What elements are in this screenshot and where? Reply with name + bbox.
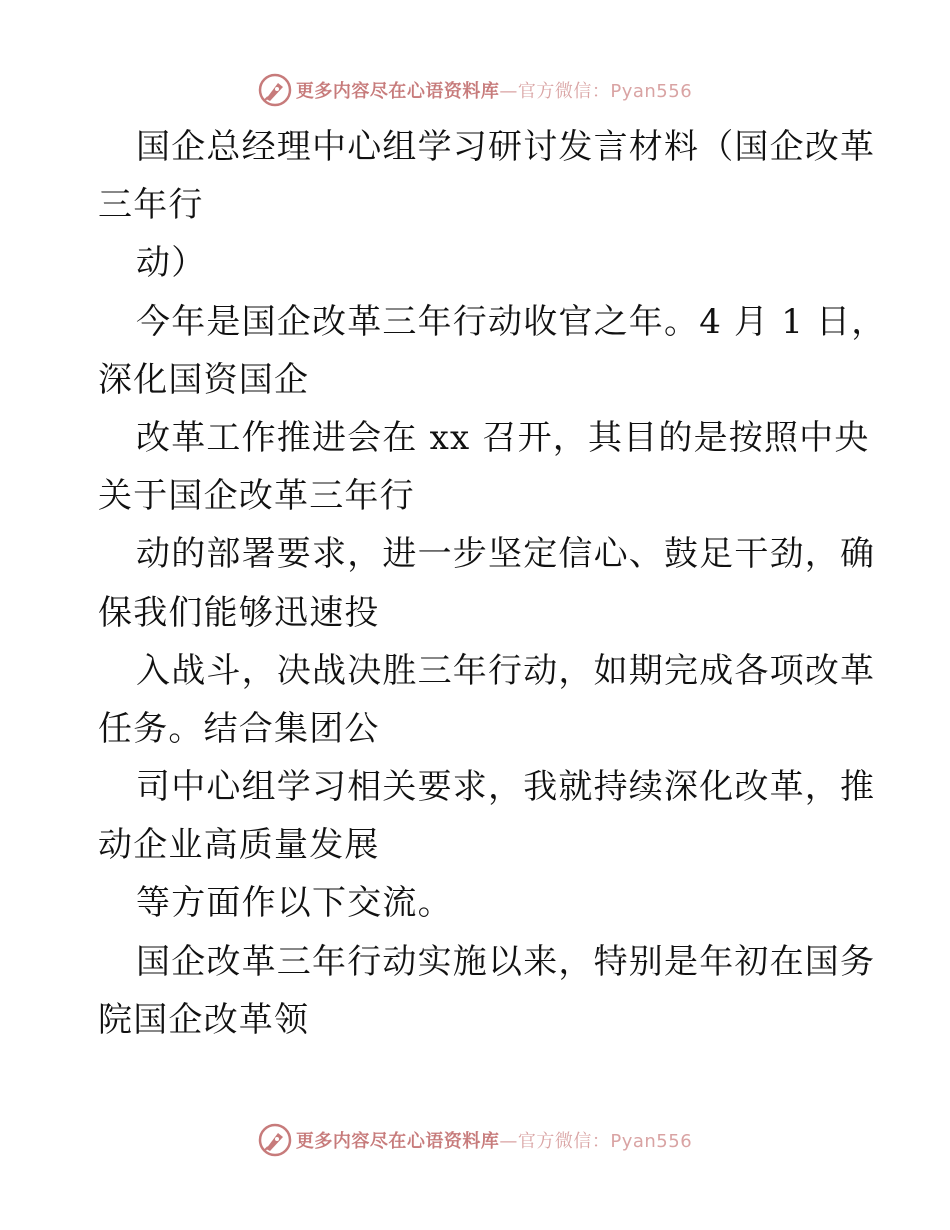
- paragraph-line: 入战斗，决战决胜三年行动，如期完成各项改革: [136, 650, 876, 691]
- paragraph-line: 任务。结合集团公: [98, 708, 380, 749]
- paragraph-line: 等方面作以下交流。: [136, 883, 453, 924]
- document-body: [98, 118, 887, 1049]
- paragraph-line: 今年是国企改革三年行动收官之年。4 月 1 日，: [136, 301, 887, 342]
- watermark-wechat-id: Pyan556: [610, 1131, 693, 1152]
- watermark-dash: —: [499, 81, 518, 102]
- watermark-wechat-label: 官方微信：: [517, 1131, 611, 1152]
- header-watermark: [0, 70, 950, 110]
- paragraph-line: 动企业高质量发展: [98, 825, 380, 866]
- paragraph-line: 三年行: [98, 185, 204, 226]
- paragraph-line: 关于国企改革三年行: [98, 476, 415, 517]
- paragraph-line: 司中心组学习相关要求，我就持续深化改革，推: [136, 767, 876, 808]
- paragraph-line: 改革工作推进会在 xx 召开，其目的是按照中央: [136, 417, 870, 458]
- footer-watermark: [0, 1120, 950, 1160]
- paragraph-line: 动）: [136, 243, 207, 284]
- watermark-text: [296, 1127, 692, 1153]
- paragraph-line: 国企改革三年行动实施以来，特别是年初在国务: [136, 941, 876, 982]
- pen-nib-logo-icon: [258, 1123, 292, 1157]
- watermark-wechat-id: Pyan556: [610, 81, 693, 102]
- paragraph-line: 深化国资国企: [98, 359, 310, 400]
- pen-nib-logo-icon: [258, 73, 292, 107]
- paragraph-line: 保我们能够迅速投: [98, 592, 380, 633]
- paragraph-line: 动的部署要求，进一步坚定信心、鼓足干劲，确: [136, 534, 876, 575]
- watermark-text: [296, 77, 692, 103]
- watermark-wechat-label: 官方微信：: [517, 81, 611, 102]
- paragraph-line: 院国企改革领: [98, 999, 310, 1040]
- watermark-site-text: 更多内容尽在心语资料库: [295, 81, 500, 102]
- watermark-dash: —: [499, 1131, 518, 1152]
- watermark-site-text: 更多内容尽在心语资料库: [295, 1131, 500, 1152]
- paragraph-line: 国企总经理中心组学习研讨发言材料（国企改革: [136, 127, 876, 167]
